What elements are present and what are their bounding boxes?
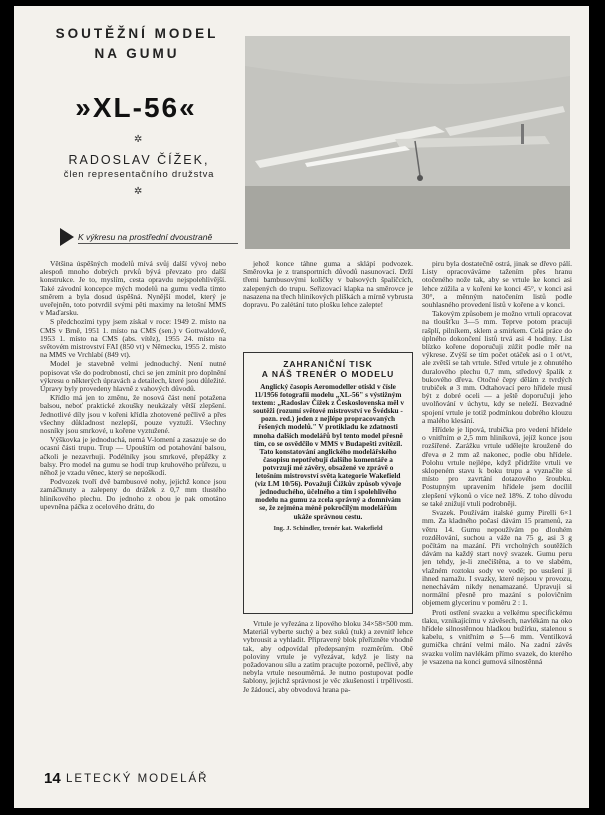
paragraph: Hřídele je lipová, trubička pro vedení hřídele o vnitřním ø 2,5 mm hliníková, jejíž konce jsou rozšířené. Zarážku vrtule udělejte krouženě do dřeva ø 2 mm až nakonec, podle obu hřídele. Polohu vrtule nejlépe, když přidržíte vrtuli ve sklopeném stavu k boku trupu a vyznačíte si místo pro zavrtání dotazového šroubku. Postupným upravením hřídele jsem docílil zlepšení výkonů o více než 18%. Z toho důvodu se také znižují vtuli podrobněji. [422,425,572,508]
title-line-1: SOUTĚŽNÍ MODEL [55,26,219,41]
glider-photo-drawing [245,36,570,249]
text-column-2-top [243,260,413,348]
foreign-press-box [243,352,413,614]
paragraph: Model je stavebně velmi jednoduchý. Není nutné popisovat vše do podrobností, chci se jen zmínit pro doplnění výkresu o některých úpravách a detailech, které jsou důležité. Úpravy byly provedeny hlavně z vahových důvodů. [40,359,226,394]
paragraph: piru byla dostatečně ostrá, jinak se dřevo pálí. Listy opracováváme tažením přes hranu otočeného nože tak, aby se vrtule ke konci asi lehce zúžila a v kořeni ke konci 45°, v konci asi 30°, a měnným natočením listů podle souhlasného provedení listů v kořene a v konci. [422,260,572,310]
box-body: Anglický časopis Aeromodeller otiskl v čísle 11/1956 fotografii modelu „XL-56" s výstižným textem: „Radoslav Čížek z Československa měl v soutěži (rozumí světové mistrovství ve Švédsku - pozn. red.) jeden z nejlépe propracovaných řešených modelů." V protikladu ke zdatnosti mnoha dalších modelářů byl tento model přesně tím, co se osvědčilo v MMS v Budapešti zvítězil. Tato konstatování anglického modelářského časopisu nepotřebují dalšího komentáře a potvrzují mé závěry, obsažené ve zprávě o letošním mistrovství světa kategorie Wakefield (viz LM 10/56). Považuji Čížkův způsob vývoje jednoduchého, účelného a tím i spolehlivého modelu na gumu za zcela správný a domnívám se, že zejména méně pokročilým modelářům ukáže správnou cestu. [252,382,405,521]
paragraph: Vrtule je vyřezána z lipového bloku 34×58×500 mm. Materiál vyberte suchý a bez suků (tuk) a zevnitř lehce vybrousit a vyhladit. Připravený blok přeřízněte vhodně tak, aby odpovídal předepsaným rozměrům. Obě poloviny vrtule je vyřezávat, když je listy na požadovanou sílu a zatím pracujte pozorně, pečlivě, aby nebyla vrtule nesouměrná. Je nutno postupovat podle šablony, jejichž správnost je věc zkušenosti i trpělivosti. Je žádoucí, aby obvodová hrana pa- [243,620,413,694]
box-signature: Ing. J. Schindler, trenér kat. Wakefield [273,524,383,532]
paragraph: jehož konce táhne guma a sklápí podvozek. Směrovka je z transportních důvodů nasunovací. Drží třemi bambusovými kolíčky v balsových špalíčcích, zalepených do trupu. Seřizovací klapka na směrovce je nasazena na třech hliníkových plíškách a mírně vybrusta dopravu. Po zalétání tuto plošku lehce zalepte! [243,260,413,310]
paragraph: Výškovka je jednoduchá, nemá V-lomení a zasazuje se do ocasní části trupu. Trup — Upouštím od potahování balsou, ačkoli je nezavrhuji. Podélníky jsou smrkové, přepážky z balsy. Pro model na gumu se hodí trup kruhového průřezu, u něhož je vzadu věnec, který se nepoškodí. [40,435,226,478]
asterism-icon: ✲ [134,186,143,197]
magazine-page [14,6,589,808]
author-name: RADOSLAV ČÍŽEK, [68,153,210,167]
paragraph: Křídlo má jen to změnu, že nosová část není potažena balsou, neboť praktické zkoušky neukázaly větší zlepšení. Jednotlivé díly jsou v kořeni křídla zhotovené pečlivě a přes všechny důkladnost nezlepší, pouze vyztuží. Všechny nosníky jsou smrkové, u kořene vyztužené. [40,393,226,436]
arrow-right-icon [60,228,74,246]
page-number: 14 [44,770,61,787]
box-title-line-1: ZAHRANIČNÍ TISK [283,359,373,369]
paragraph: Podvozek tvoří dvě bambusové nohy, jejichž konce jsou zamáčknuty a zalepeny do drážek z 0,7 mm tlustého hliníkového plechu. Do jednoho z obou je pak omotáno upevněna páčka z ocelového drátu, do [40,477,226,511]
article-title [42,24,232,64]
text-column-1 [40,260,226,760]
paragraph: Proti ostření svazku a velkému specifickému tlaku, vznikajícímu v závěsech, navlékám na oko hřídele silnostěnnou hladkou bužírku, stalenou s kabelu, s vnitřním ø 5—6 mm. Ventilková gumička chrání velmi málo. Na zadní závěs svazku volím navlékám přímo svazek, do kterého je vsazena na konci gumová silnostěnná [422,607,572,666]
text-column-2-bottom [243,620,413,760]
magazine-name: LETECKÝ MODELÁŘ [66,773,209,785]
title-line-2: NA GUMU [94,46,180,61]
author-role: člen representačního družstva [63,169,215,180]
paragraph: Většina úspěšných modelů mívá svůj další vývoj nebo alespoň mnoho dobrých prvků bývá převzato pro další konstrukce. Je to, myslím, cesta opravdu nejspolehlivější. Také závodní koncepce mých modelů na gumu vedla tímto směrem a byla dosud úspěšná. Nynější model, který je uveřejněn, toto potvrdil svými pěti maximy na letošní MMS v Maďarsku. [40,260,226,318]
model-photo [245,36,570,249]
box-title-line-2: A NÁŠ TRENÉR O MODELU [261,369,395,379]
paragraph: Svazek. Používám italské gumy Pirelli 6×1 mm. Za kladného počasí dávám 15 pramenů, za větru 14. Gumu nepoužívám po dlouhém rozdělování, suchou a váže na 75 g, asi 3 g počítám na mazání. Při vrcholných soutěžích dávám na každý start nový svazek. Gumu peru jen tehdy, je-li znečištěna, a to ve slabém, vlažném roztoku sody ve vodě; po usušení ji ihned namažu. I svazky, které nejsou v provozu, nenechávám nikdy nenamazané. Upravuji si normální přesně pro mazání s polovičním objemem glycerinu v poměru 2 : 1. [422,508,572,608]
photo-caption: K výkresu na prostřední dvoustraně [78,232,238,244]
model-name: »XL-56« [75,92,197,123]
asterism-icon: ✲ [134,134,143,145]
text-column-3 [422,260,572,760]
paragraph: S předchozími typy jsem získal v roce: 1949 2. místo na CMS v Brně, 1951 1. místo na CMS (sen.) v Gottwaldově, 1953 1. místo na CMS (abs. vítěz), 1955 24. místo na světovém mistrovství FAI (850 vt) v Německu, 1955 2. místo na MMS ve Vrchlabí (849 vt). [40,317,226,360]
paragraph: Takovým způsobem je možno vrtuli opracovat na tloušťku 3—5 mm. Teprve potom pracuji rašplí, pilníkem, sklem a smirkem. Celá práce do úplného dokončení listů trvá asi 4 hodiny. List blízko kořene doporučuji zúžit podle měr na výkrese. Zvýší se tím počet otáček asi o 1 ot/vt, ale zvětší se tah vrtule. Střed vrtule je z ohnutého duralového plechu 0,7 mm, středový špalík z bukového dřeva. Otočné čepy dělám z tvrdých trubiček ø 3 mm. Odtahovací pero hřídele musí být z dobré oceli — a ještě doporučuji jeho uvolňování v úchytu, kdy se neleží. Bezvadné spojení vrtule je totiž podmínkou dobrého klouzu a malého klesání. [422,309,572,425]
